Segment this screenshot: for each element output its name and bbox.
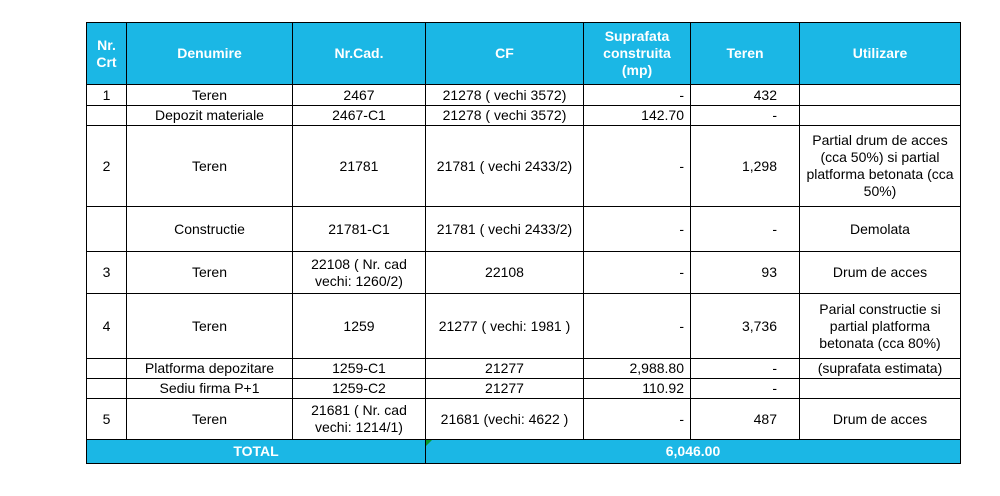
- table-row: [87, 294, 961, 359]
- cell-cf: 21277 ( vechi: 1981 ): [426, 294, 584, 359]
- header-nrcad: Nr.Cad.: [293, 23, 426, 85]
- cell-utilizare: Drum de acces: [800, 252, 961, 294]
- cell-nr: [87, 106, 127, 126]
- cell-cf: 22108: [426, 252, 584, 294]
- table-row: [87, 85, 961, 106]
- table-row: [87, 252, 961, 294]
- cell-suprafata: 2,988.80: [584, 359, 691, 379]
- cell-denumire: Constructie: [127, 207, 293, 252]
- cell-suprafata: -: [584, 294, 691, 359]
- cell-teren: 487: [691, 399, 800, 440]
- cell-utilizare: (suprafata estimata): [800, 359, 961, 379]
- cell-denumire: Teren: [127, 85, 293, 106]
- header-row: [87, 23, 961, 85]
- total-row: [87, 440, 961, 464]
- header-suprafata: Suprafata construita (mp): [584, 23, 691, 85]
- table-row: [87, 379, 961, 399]
- cell-suprafata: -: [584, 85, 691, 106]
- cell-cf: 21681 (vechi: 4622 ): [426, 399, 584, 440]
- cell-teren: 3,736: [691, 294, 800, 359]
- cell-denumire: Teren: [127, 252, 293, 294]
- cell-cf: 21278 ( vechi 3572): [426, 85, 584, 106]
- cell-nrcad: 21781-C1: [293, 207, 426, 252]
- cell-nr: 5: [87, 399, 127, 440]
- cell-teren: 432: [691, 85, 800, 106]
- cell-cf: 21277: [426, 359, 584, 379]
- cell-denumire: Teren: [127, 399, 293, 440]
- header-utilizare: Utilizare: [800, 23, 961, 85]
- cell-teren: 1,298: [691, 126, 800, 207]
- cell-cf: 21277: [426, 379, 584, 399]
- cell-utilizare: [800, 85, 961, 106]
- cell-teren: -: [691, 359, 800, 379]
- cell-nrcad: 22108 ( Nr. cad vechi: 1260/2): [293, 252, 426, 294]
- cell-suprafata: -: [584, 126, 691, 207]
- cell-teren: -: [691, 207, 800, 252]
- cell-denumire: Teren: [127, 126, 293, 207]
- cell-nr: 4: [87, 294, 127, 359]
- table-row: [87, 106, 961, 126]
- cell-suprafata: -: [584, 252, 691, 294]
- header-teren: Teren: [691, 23, 800, 85]
- cell-utilizare: [800, 106, 961, 126]
- cell-nr: [87, 359, 127, 379]
- header-cf: CF: [426, 23, 584, 85]
- cell-utilizare: Drum de acces: [800, 399, 961, 440]
- cell-denumire: Sediu firma P+1: [127, 379, 293, 399]
- cell-denumire: Depozit materiale: [127, 106, 293, 126]
- cell-nrcad: 2467: [293, 85, 426, 106]
- cell-suprafata: 142.70: [584, 106, 691, 126]
- cell-cf: 21781 ( vechi 2433/2): [426, 126, 584, 207]
- table-row: [87, 207, 961, 252]
- cell-utilizare: [800, 379, 961, 399]
- cell-teren: -: [691, 379, 800, 399]
- property-table: [86, 22, 961, 464]
- cell-teren: 93: [691, 252, 800, 294]
- cell-nrcad: 2467-C1: [293, 106, 426, 126]
- cell-utilizare: Demolata: [800, 207, 961, 252]
- table-row: [87, 399, 961, 440]
- header-denumire: Denumire: [127, 23, 293, 85]
- cell-denumire: Platforma depozitare: [127, 359, 293, 379]
- cell-nr: [87, 379, 127, 399]
- cell-nrcad: 1259: [293, 294, 426, 359]
- cell-nrcad: 1259-C1: [293, 359, 426, 379]
- total-value: 6,046.00: [426, 440, 961, 464]
- cell-nrcad: 21781: [293, 126, 426, 207]
- total-label: TOTAL: [87, 440, 426, 464]
- cell-nrcad: 21681 ( Nr. cad vechi: 1214/1): [293, 399, 426, 440]
- cell-cf: 21278 ( vechi 3572): [426, 106, 584, 126]
- cell-nr: 2: [87, 126, 127, 207]
- cell-nr: 3: [87, 252, 127, 294]
- cell-suprafata: 110.92: [584, 379, 691, 399]
- cell-teren: -: [691, 106, 800, 126]
- cell-denumire: Teren: [127, 294, 293, 359]
- header-nr: Nr. Crt: [87, 23, 127, 85]
- cell-suprafata: -: [584, 399, 691, 440]
- cell-utilizare: Partial drum de acces (cca 50%) si partial platforma betonata (cca 50%): [800, 126, 961, 207]
- cell-nr: [87, 207, 127, 252]
- cell-nrcad: 1259-C2: [293, 379, 426, 399]
- table-row: [87, 126, 961, 207]
- table-row: [87, 359, 961, 379]
- cell-cf: 21781 ( vechi 2433/2): [426, 207, 584, 252]
- cell-suprafata: -: [584, 207, 691, 252]
- cell-utilizare: Parial constructie si partial platforma betonata (cca 80%): [800, 294, 961, 359]
- cell-nr: 1: [87, 85, 127, 106]
